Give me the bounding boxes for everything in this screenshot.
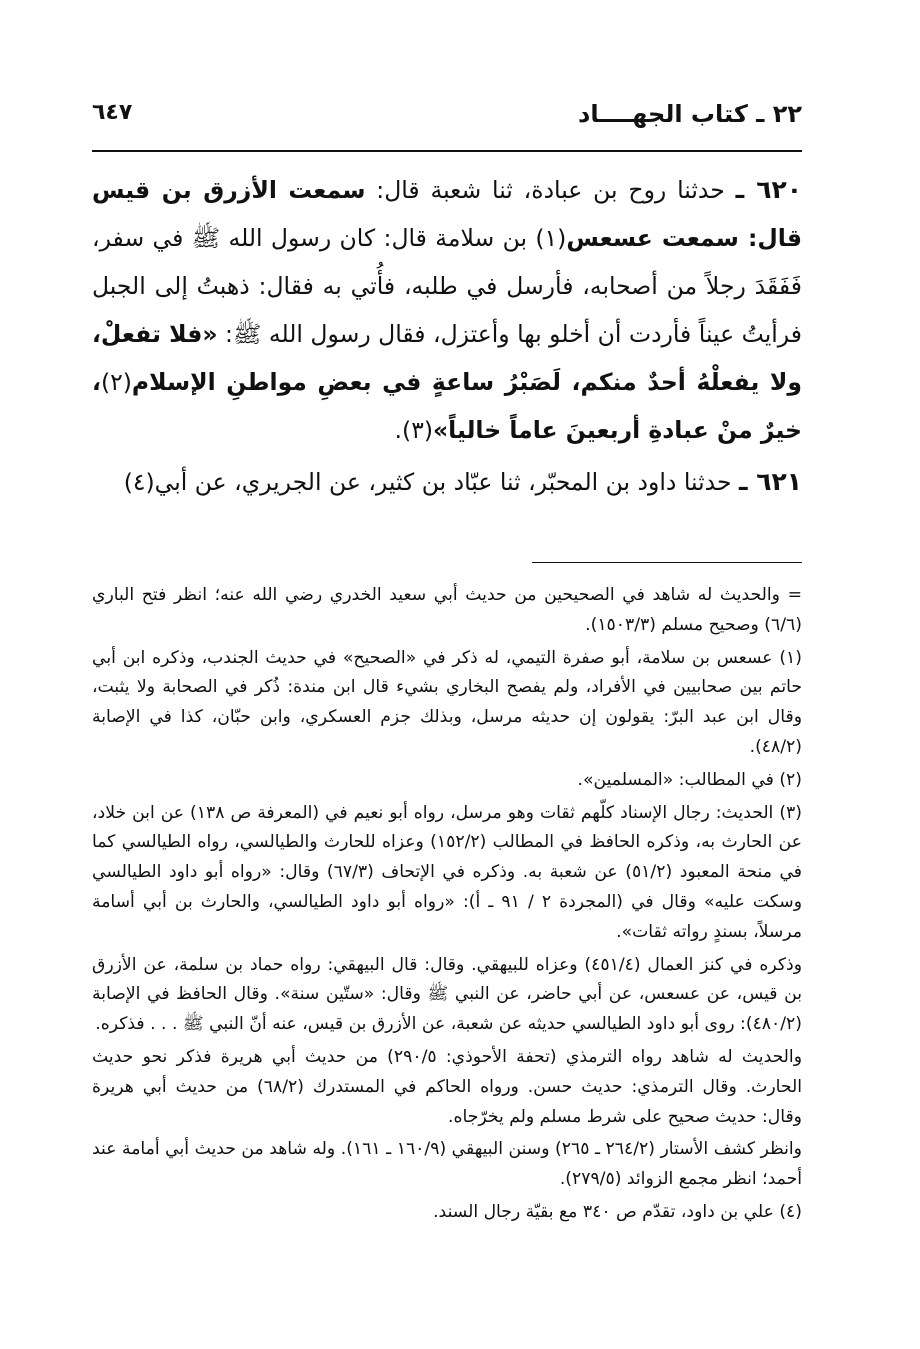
hadith-text: حدثنا روح بن عبادة، ثنا شعبة قال: [365,176,725,204]
hadith-text: (١) بن سلامة قال: كان رسول الله ﷺ في سفر، فَفَقَدَ رجلاً من أصحابه، فأرسل في طلبه، فأُتي به فقال: ذهبتُ إلى الجبل فرأيتُ عيناً فأردت أن أخلو بها وأعتزل، فقال رسول الله ﷺ: [92,224,802,348]
footnote-separator [532,562,802,563]
footnote-3: (٣) الحديث: رجال الإسناد كلّهم ثقات وهو مرسل، رواه أبو نعيم في (المعرفة ص ١٣٨) عن ابن خلاد، عن الحارث به، وذكره الحافظ في المطالب (١٥٢/٢) وعزاه للحارث والطيالسي، رواه الطيالسي كما في منحة المعبود (٥١/٢) عن شعبة به. وذكره في الإتحاف (٦٧/٣) وقال: «رواه أبو داود الطيالسي وسكت عليه» وقال في (المجردة ٢ / ٩١ ـ أ): «رواه أبو داود الطيالسي، والحارث بن أبي أسامة مرسلاً، بسندٍ رواته ثقات». [92,802,802,942]
footnote-2: (٢) في المطالب: «المسلمين». [577,769,802,790]
hadith-number: ٦٢٠ ـ [735,175,803,204]
page-header [92,100,802,142]
footnote-4: (٤) علي بن داود، تقدّم ص ٣٤٠ مع بقيّة رجال السند. [433,1201,802,1222]
hadith-text-bold: سمعت الأزرق بن قيس قال: سمعت عسعس [92,176,802,252]
hadith-621 [92,458,802,506]
prophetic-saying: «فلا تفعلْ، ولا يفعلْهُ أحدٌ منكم، لَصَبْرُ ساعةٍ في بعضِ مواطنِ الإسلام [92,320,802,396]
footnote-3-paragraph: والحديث له شاهد رواه الترمذي (تحفة الأحوذي: ٢٩٠/٥) من حديث أبي هريرة فذكر نحو حديث الحارث. وقال الترمذي: حديث حسن. ورواه الحاكم في المستدرك (٦٨/٢) من حديث أبي هريرة وقال: حديث صحيح على شرط مسلم ولم يخرّجاه. [92,1046,802,1127]
hadith-number: ٦٢١ ـ [738,467,802,496]
footnote-ref: (٣). [394,416,433,444]
header-rule [92,150,802,152]
book-page [92,100,802,1228]
page-number: ٦٤٧ [92,100,133,125]
footnotes [92,581,802,1228]
hadith-620 [92,166,802,454]
main-text [92,166,802,506]
prophetic-saying: ، خيرٌ منْ عبادةِ أربعينَ عاماً خالياً» [92,368,802,444]
footnote-3-paragraph: وانظر كشف الأستار (٢٦٤/٢ ـ ٢٦٥) وسنن البيهقي (١٦٠/٩ ـ ١٦١). وله شاهد من حديث أبي أمامة عند أحمد؛ انظر مجمع الزوائد (٢٧٩/٥). [92,1139,802,1190]
footnote-1: (١) عسعس بن سلامة، أبو صفرة التيمي، له ذكر في «الصحيح» في حديث الجندب، وذكره ابن أبي حاتم بين صحابيين في الأفراد، ولم يفصح البخاري بشيء قال ابن مندة: ذُكر في الصحابة ولا يثبت، وقال ابن عبد البرّ: يقولون إن حديثه مرسل، وبذلك جزم العسكري، وابن حبّان، كذا في الإصابة (٤٨/٢). [92,647,802,757]
chapter-title: ٢٢ ـ كتاب الجهــــاد [578,100,802,128]
footnote-3-paragraph: وذكره في كنز العمال (٤٥١/٤) وعزاه للبيهقي. وقال: قال البيهقي: رواه حماد بن سلمة، عن الأزرق بن قيس، عن عسعس، عن أبي حاضر، عن النبي ﷺ وقال: «ستّين سنة». وقال الحافظ في الإصابة (٤٨٠/٢): روى أبو داود الطيالسي حديثه عن شعبة، عن الأزرق بن قيس، عنه أنّ النبي ﷺ . . . فذكره. [92,954,802,1035]
hadith-text: حدثنا داود بن المحبّر، ثنا عبّاد بن كثير، عن الجريري، عن أبي(٤) [123,468,732,496]
footnote-continuation: = والحديث له شاهد في الصحيحين من حديث أبي سعيد الخدري رضي الله عنه؛ انظر فتح الباري (٦/٦) وصحيح مسلم (١٥٠٣/٣). [92,585,802,635]
footnote-ref: (٢) [100,368,132,396]
